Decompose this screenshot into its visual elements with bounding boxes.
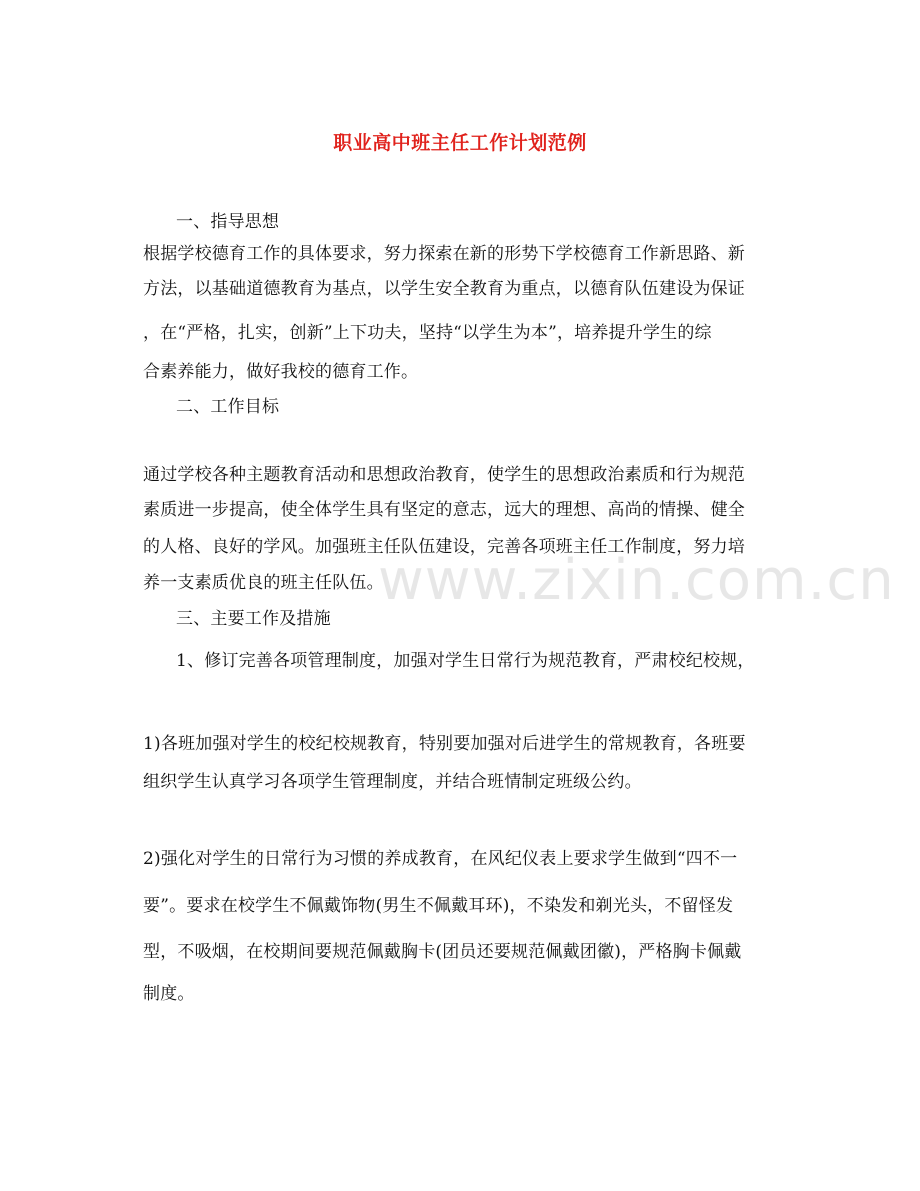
paragraph-line: 制度。 [143,984,195,1004]
paragraph-line: 1、修订完善各项管理制度，加强对学生日常行为规范教育，严肃校纪校规， [176,651,755,671]
paragraph-line: 2)强化对学生的日常行为习惯的养成教育，在风纪仪表上要求学生做到“四不一 [143,849,738,869]
paragraph-line: 方法，以基础道德教育为基点，以学生安全教育为重点，以德育队伍建设为保证 [143,279,745,299]
paragraph-line: 素质进一步提高，使全体学生具有坚定的意志，远大的理想、高尚的情操、健全 [143,500,745,520]
watermark-text: www.zixin.com.cn [378,548,895,613]
section-heading-work-goals: 二、工作目标 [176,397,280,417]
document-title: 职业高中班主任工作计划范例 [333,132,587,154]
paragraph-line: 合素养能力，做好我校的德育工作。 [143,362,419,382]
paragraph-line: 通过学校各种主题教育活动和思想政治教育，使学生的思想政治素质和行为规范 [143,465,745,485]
paragraph-line: 1)各班加强对学生的校纪校规教育，特别要加强对后进学生的常规教育，各班要 [143,734,746,754]
paragraph-line: 型，不吸烟，在校期间要规范佩戴胸卡(团员还要规范佩戴团徽)，严格胸卡佩戴 [143,942,742,962]
section-heading-guiding-ideology: 一、指导思想 [176,212,280,232]
paragraph-line: ，在“严格，扎实，创新”上下功夫，坚持“以学生为本”，培养提升学生的综 [143,323,712,343]
section-heading-main-work: 三、主要工作及措施 [176,609,331,629]
paragraph-line: 养一支素质优良的班主任队伍。 [143,573,384,593]
paragraph-line: 要”。要求在校学生不佩戴饰物(男生不佩戴耳环)，不染发和剃光头，不留怪发 [143,896,734,916]
paragraph-line: 的人格、良好的学风。加强班主任队伍建设，完善各项班主任工作制度，努力培 [143,537,745,557]
paragraph-line: 根据学校德育工作的具体要求，努力探索在新的形势下学校德育工作新思路、新 [143,244,745,264]
paragraph-line: 组织学生认真学习各项学生管理制度，并结合班情制定班级公约。 [143,772,642,792]
